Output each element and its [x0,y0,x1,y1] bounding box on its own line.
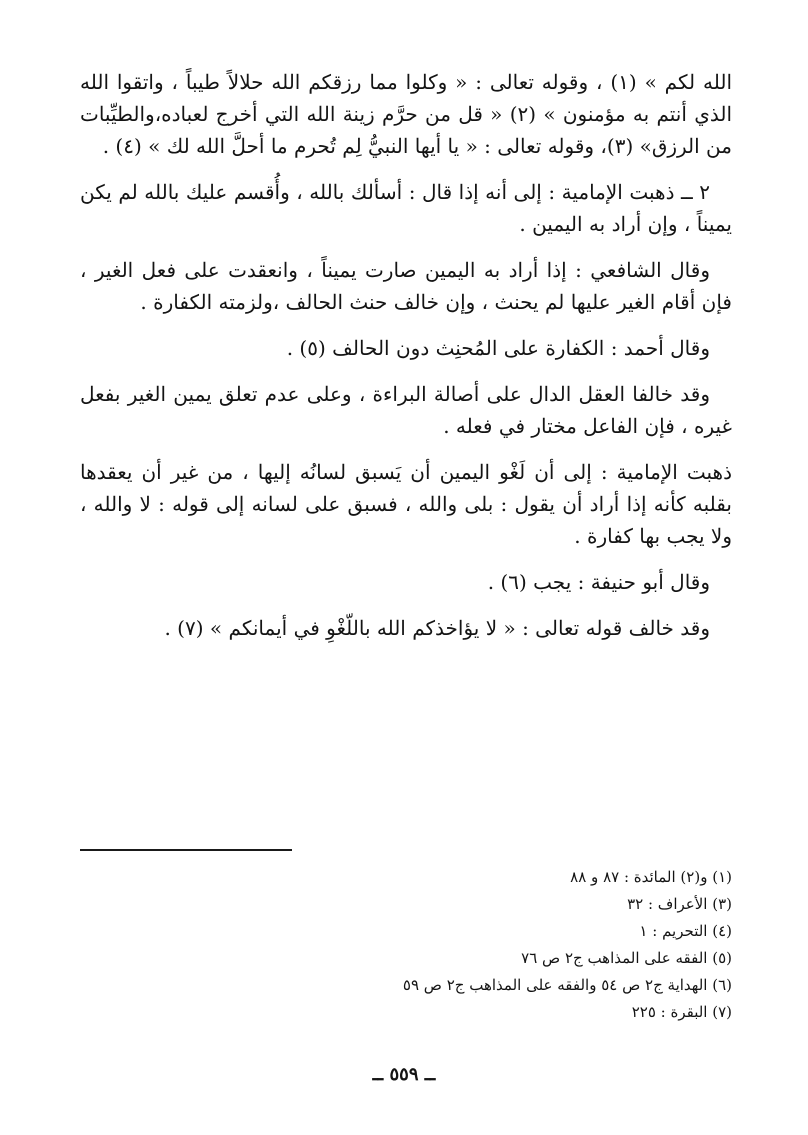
footnote-6: (٦) الهداية ج٢ ص ٥٤ والفقه على المذاهب ج٢ ص ٥٩ [402,976,732,994]
paragraph-rebuttal-reason: وقد خالفا العقل الدال على أصالة البراءة ، وعلى عدم تعلق يمين الغير بفعل غيره ، فإن الفاعل مختار في فعله . [80,382,732,438]
paragraph-ahmad-opinion: وقال أحمد : الكفارة على المُحنِث دون الحالف (٥) . [286,336,710,360]
page-number: ــ ٥٥٩ ــ [372,1064,436,1085]
paragraph-imamiyya-oath-by-god: ٢ ــ ذهبت الإمامية : إلى أنه إذا قال : أسألك بالله ، وأُقسم عليك بالله لم يكن يميناً ، وإن أراد به اليمين . [80,180,732,236]
footnote-1-2: (١) و(٢) المائدة : ٨٧ و ٨٨ [570,868,732,886]
footnotes-list [80,864,732,1026]
paragraph-abu-hanifa-opinion: وقال أبو حنيفة : يجب (٦) . [487,570,710,594]
paragraph-verses-continuation: الله لكم » (١) ، وقوله تعالى : « وكلوا مما رزقكم الله حلالاً طيباً ، واتقوا الله الذي أنتم به مؤمنون » (٢) « قل من حرَّم زينة الله التي أخرج لعباده،والطيِّبات من الرزق» (٣)، وقوله تعالى : « يا أيها النبيُّ لِم تُحرم ما أحلَّ الله لك » (٤) . [80,70,733,158]
footnote-5: (٥) الفقه على المذاهب ج٢ ص ٧٦ [521,949,732,967]
footnote-divider [80,849,292,851]
paragraph-quran-rebuttal: وقد خالف قوله تعالى : « لا يؤاخذكم الله باللّغْوِ في أيمانكم » (٧) . [164,616,710,640]
paragraph-shafii-opinion: وقال الشافعي : إذا أراد به اليمين صارت يميناً ، وانعقدت على فعل الغير ، فإن أقام الغير عليها لم يحنث ، وإن خالف حنث الحالف ،ولزمته الكفارة . [80,258,732,314]
footnote-3: (٣) الأعراف : ٣٢ [627,895,732,913]
page-body [80,56,733,1021]
paragraph-imamiyya-idle-oath: ذهبت الإمامية : إلى أن لَغْو اليمين أن يَسبق لسانُه إليها ، من غير أن يعقدها بقلبه كأنه إذا أراد أن يقول : بلى والله ، فسبق على لسانه إلى قوله : لا والله ، ولا يجب بها كفارة . [80,460,732,548]
footnote-4: (٤) التحريم : ١ [639,922,732,940]
footnote-7: (٧) البقرة : ٢٢٥ [631,1003,732,1021]
